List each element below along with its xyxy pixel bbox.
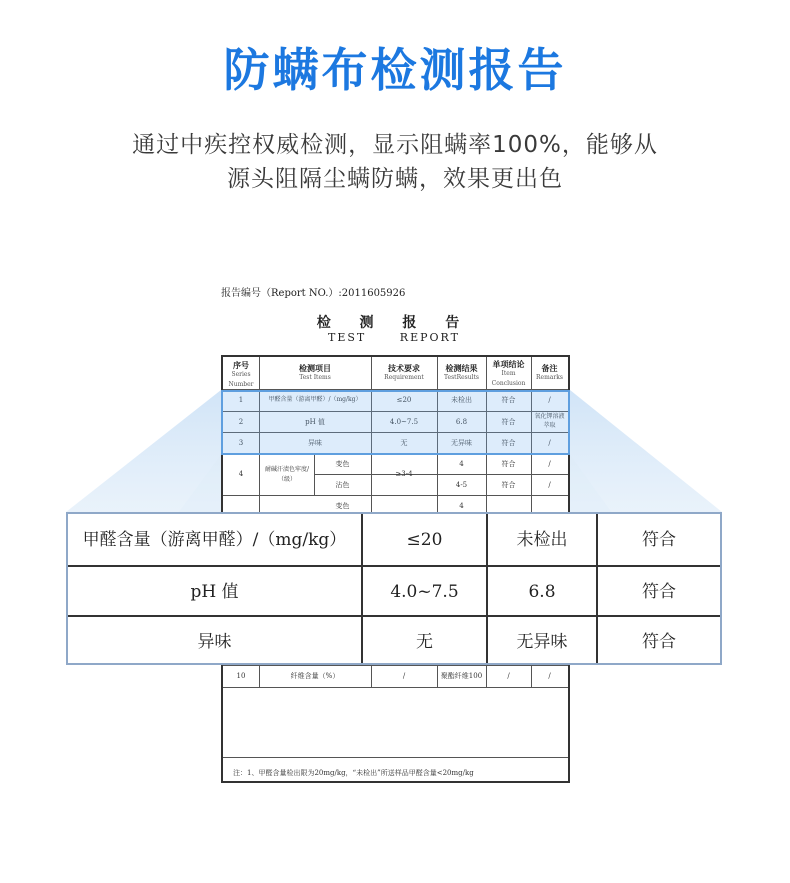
zoom-row1-result: 未检出 <box>516 530 568 550</box>
col-header-result: 检测结果 TestResults <box>444 363 479 381</box>
row1-conclusion: 符合 <box>501 396 516 404</box>
col-header-item: 检测项目 Test Items <box>299 363 331 381</box>
row2-number: 2 <box>238 418 244 426</box>
row3-remark: / <box>548 439 551 447</box>
col-header-number: 序号 Series Number <box>228 360 254 388</box>
row4-remark1: / <box>548 460 551 468</box>
zoom-row1-item: 甲醛含量（游离甲醛）/（mg/kg） <box>82 530 347 550</box>
row1-number: 1 <box>238 396 244 404</box>
zoom-row3-conclusion: 符合 <box>642 632 676 652</box>
report-number: 报告编号（Report NO.）:2011605926 <box>221 288 406 299</box>
row10-result: 聚酯纤维100 <box>440 672 483 680</box>
row4-result1: 4 <box>459 460 464 468</box>
subtitle-line-1: 通过中疾控权威检测，显示阻螨率100%，能够从 <box>132 132 658 158</box>
row3-requirement: 无 <box>400 439 408 447</box>
row4-sub2: 沾色 <box>335 481 350 489</box>
zoom-row <box>68 567 720 617</box>
zoom-row3-result: 无异味 <box>516 632 568 652</box>
zoom-panel <box>66 512 722 665</box>
row3-number: 3 <box>238 439 244 447</box>
row4-conclusion2: 符合 <box>501 481 516 489</box>
row1-remark: / <box>548 396 551 404</box>
report-title-en-2: REPORT <box>399 331 460 344</box>
row1-requirement: ≤20 <box>396 396 412 404</box>
report-note: 注：1、甲醛含量检出限为20mg/kg，“未检出”所送样品甲醛含量<20mg/kg <box>233 769 474 777</box>
row3-result: 无异味 <box>451 439 472 447</box>
row2-result: 6.8 <box>455 418 468 426</box>
row4-item: 耐碱汗渍色牢度/（级） <box>264 466 310 483</box>
zoom-row1-conclusion: 符合 <box>642 530 676 550</box>
row4-result2: 4-5 <box>455 481 468 489</box>
subtitle-line-2: 源头阻隔尘螨防螨，效果更出色 <box>227 166 563 192</box>
report-title-en <box>214 331 574 344</box>
zoom-row2-requirement: 4.0~7.5 <box>390 582 459 602</box>
col-header-requirement: 技术要求 Requirement <box>384 363 424 381</box>
row1-item: 甲醛含量（游离甲醛）/（mg/kg） <box>268 396 362 403</box>
report-title: 检 测 报 告 <box>316 315 472 331</box>
row4-sub1: 变色 <box>335 460 350 468</box>
row10-number: 10 <box>236 672 246 680</box>
zoom-row1-requirement: ≤20 <box>406 530 443 550</box>
row2-requirement: 4.0~7.5 <box>389 418 419 426</box>
row3-conclusion: 符合 <box>501 439 516 447</box>
row10-item: 纤维含量（%） <box>290 672 340 680</box>
row2-remark: 氧化钾溶液萃取 <box>534 413 565 429</box>
zoom-row <box>68 515 720 565</box>
row1-result: 未检出 <box>451 396 472 404</box>
row5-result1: 4 <box>459 502 464 510</box>
zoom-row2-result: 6.8 <box>528 582 556 602</box>
zoom-row2-conclusion: 符合 <box>642 582 676 602</box>
zoom-row <box>68 617 720 667</box>
row10-remark: / <box>548 672 551 680</box>
row4-requirement: ≥3-4 <box>395 470 413 478</box>
zoom-row2-item: pH 值 <box>190 582 239 602</box>
zoom-row3-item: 异味 <box>197 632 232 652</box>
row4-conclusion1: 符合 <box>501 460 516 468</box>
row10-conclusion: / <box>507 672 510 680</box>
col-header-remarks: 备注 Remarks <box>536 363 563 381</box>
report-title-en-1: TEST <box>328 331 367 344</box>
row3-item: 异味 <box>308 439 322 447</box>
row10-requirement: / <box>402 672 406 680</box>
row4-number: 4 <box>238 470 244 478</box>
row5-sub1: 变色 <box>335 502 350 510</box>
row4-remark2: / <box>548 481 551 489</box>
row2-item: pH 值 <box>305 418 325 426</box>
row2-conclusion: 符合 <box>501 418 516 426</box>
page-title: 防螨布检测报告 <box>223 43 567 97</box>
col-header-conclusion: 单项结论 Item Conclusion <box>491 359 526 387</box>
zoom-row3-requirement: 无 <box>416 632 433 652</box>
highlighted-rows <box>221 390 570 455</box>
